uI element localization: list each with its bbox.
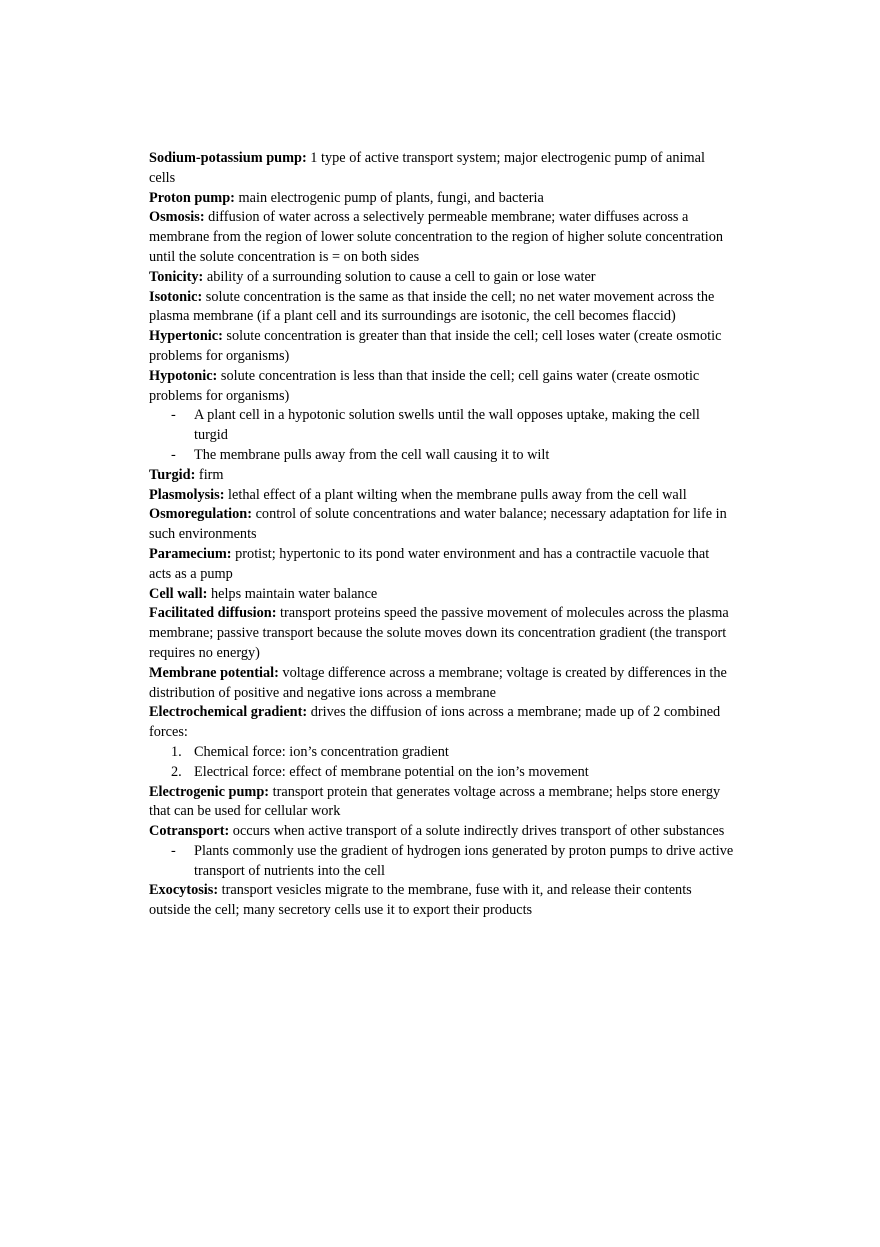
glossary-term: Plasmolysis: [149, 486, 225, 503]
dash-marker: - [171, 842, 176, 859]
glossary-definition: voltage difference across a membrane; voltage is created by differences in the distribution of positive and negative ions across a membrane [149, 664, 727, 701]
glossary-term: Facilitated diffusion: [149, 605, 277, 622]
glossary-term: Cell wall: [149, 585, 208, 602]
list-item [149, 406, 734, 446]
list-item [149, 446, 734, 466]
glossary-definition: lethal effect of a plant wilting when the membrane pulls away from the cell wall [224, 486, 687, 503]
glossary-term: Hypotonic: [149, 367, 218, 384]
glossary-entry-exocytosis [149, 881, 734, 921]
glossary-term: Isotonic: [149, 288, 203, 305]
bullet-list [149, 842, 734, 882]
glossary-term: Paramecium: [149, 545, 232, 562]
glossary-entry-osmosis [149, 208, 734, 267]
glossary-entry-tonicity [149, 268, 734, 288]
glossary-definition: 1 type of active transport system; major electrogenic pump of animal cells [149, 150, 705, 186]
list-item [149, 842, 734, 882]
glossary-definition: drives the diffusion of ions across a membrane; made up of 2 combined forces: [149, 704, 721, 741]
dash-marker: - [171, 407, 176, 424]
bullet-list [149, 406, 734, 465]
glossary-entry-facilitated-diffusion [149, 604, 734, 663]
number-marker: 1. [171, 743, 182, 760]
glossary-definition: solute concentration is less than that inside the cell; cell gains water (create osmotic problems for organisms) [149, 367, 700, 404]
glossary-entry-isotonic [149, 288, 734, 328]
glossary-definition: occurs when active transport of a solute indirectly drives transport of other substances [229, 823, 725, 840]
list-item [149, 763, 734, 783]
glossary-term: Membrane potential: [149, 664, 279, 681]
glossary-term: Cotransport: [149, 823, 230, 840]
glossary-definition: solute concentration is greater than that inside the cell; cell loses water (create osmotic problems for organisms) [149, 328, 722, 364]
dash-marker: - [171, 446, 176, 463]
glossary-definition: transport vesicles migrate to the membrane, fuse with it, and release their contents outside the cell; many secretory cells use it to export their products [149, 882, 692, 919]
glossary-entry-hypertonic [149, 327, 734, 367]
glossary-entry-cotransport [149, 822, 734, 842]
glossary-definition: solute concentration is the same as that inside the cell; no net water movement across the plasma membrane (if a plant cell and its surroundings are isotonic, the cell becomes flaccid) [149, 288, 715, 325]
glossary-definition: transport protein that generates voltage across a membrane; helps store energy that can be used for cellular work [149, 783, 721, 820]
glossary-entry-cell-wall [149, 585, 734, 605]
glossary-term: Electrochemical gradient: [149, 704, 308, 721]
glossary-term: Osmosis: [149, 209, 205, 226]
glossary-entry-electrochemical-gradient [149, 703, 734, 743]
glossary-definition: transport proteins speed the passive movement of molecules across the plasma membrane; passive transport because the solute moves down its concentration gradient (the transport requires no energy) [149, 605, 729, 661]
glossary-definition: control of solute concentrations and water balance; necessary adaptation for life in such environments [149, 506, 727, 543]
glossary-term: Turgid: [149, 466, 196, 483]
glossary-term: Electrogenic pump: [149, 783, 270, 800]
glossary-term: Exocytosis: [149, 882, 219, 899]
list-item-text: The membrane pulls away from the cell wall causing it to wilt [194, 446, 550, 463]
numbered-list [149, 743, 734, 783]
glossary-entry-turgid [149, 466, 734, 486]
glossary-definition: diffusion of water across a selectively permeable membrane; water diffuses across a membrane from the region of lower solute concentration to the region of higher solute concentration until the solute concentration is = on both sides [149, 209, 724, 265]
glossary-term: Hypertonic: [149, 328, 223, 345]
glossary-entry-electrogenic-pump [149, 783, 734, 823]
glossary-definition: protist; hypertonic to its pond water environment and has a contractile vacuole that acts as a pump [149, 545, 710, 582]
list-item-text: Plants commonly use the gradient of hydrogen ions generated by proton pumps to drive active transport of nutrients into the cell [194, 842, 734, 879]
glossary-entry-paramecium [149, 545, 734, 585]
number-marker: 2. [171, 763, 182, 780]
list-item-text: Chemical force: ion’s concentration gradient [194, 743, 449, 760]
list-item-text: Electrical force: effect of membrane potential on the ion’s movement [194, 763, 589, 780]
glossary-term: Osmoregulation: [149, 506, 252, 523]
glossary-definition: main electrogenic pump of plants, fungi, and bacteria [234, 189, 544, 206]
glossary-definition: ability of a surrounding solution to cause a cell to gain or lose water [203, 268, 596, 285]
document-page [149, 149, 734, 921]
glossary-entry-sodium-potassium-pump [149, 149, 734, 189]
glossary-entry-hypotonic [149, 367, 734, 407]
glossary-entry-proton-pump [149, 189, 734, 209]
list-item-text: A plant cell in a hypotonic solution swells until the wall opposes uptake, making the cell turgid [194, 407, 700, 444]
glossary-definition: firm [195, 466, 224, 483]
list-item [149, 743, 734, 763]
glossary-entry-plasmolysis [149, 486, 734, 506]
glossary-term: Tonicity: [149, 268, 204, 285]
glossary-term: Sodium-potassium pump: [149, 150, 307, 166]
glossary-entry-membrane-potential [149, 664, 734, 704]
glossary-term: Proton pump: [149, 189, 235, 206]
glossary-entry-osmoregulation [149, 505, 734, 545]
glossary-definition: helps maintain water balance [207, 585, 378, 602]
